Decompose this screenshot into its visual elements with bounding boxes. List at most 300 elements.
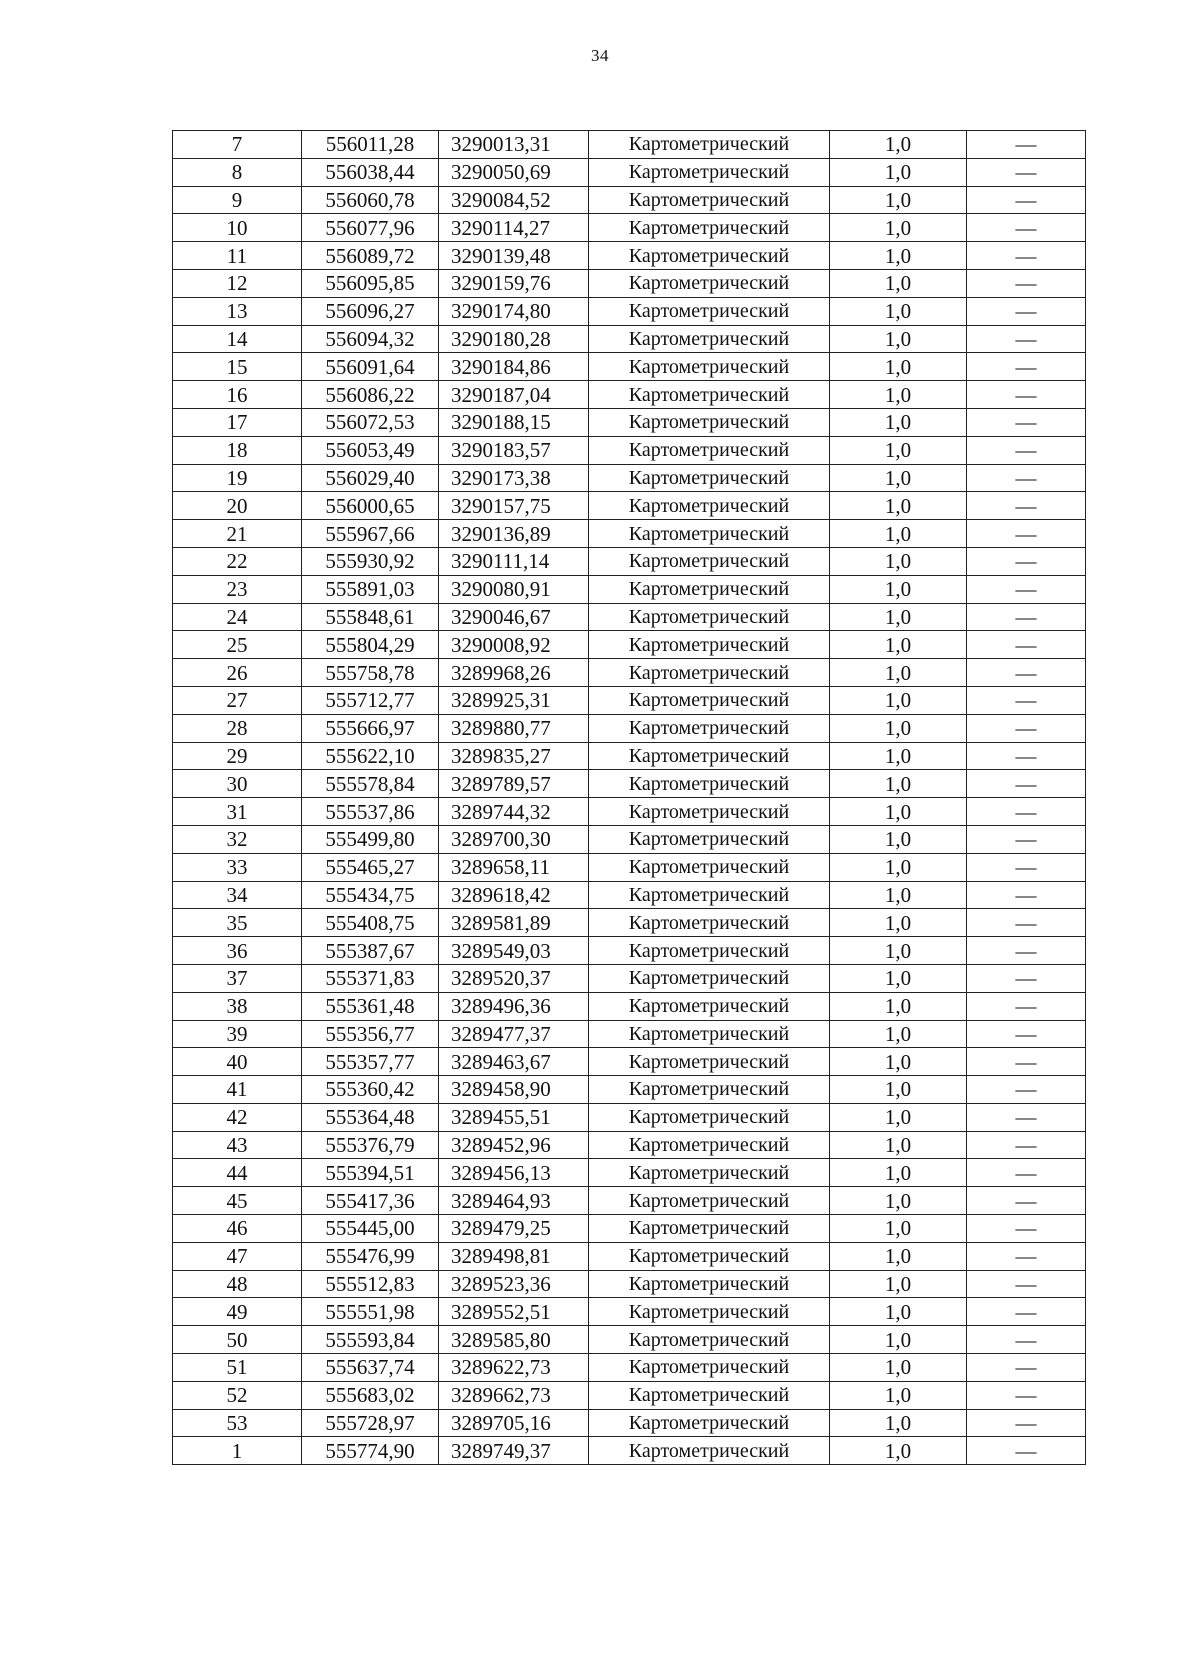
accuracy-cell: 1,0	[830, 325, 967, 353]
y-coordinate-cell: 3289622,73	[439, 1354, 589, 1382]
note-cell: —	[967, 1298, 1086, 1326]
note-cell: —	[967, 992, 1086, 1020]
point-number-cell: 22	[173, 547, 302, 575]
note-cell: —	[967, 1103, 1086, 1131]
y-coordinate-cell: 3290013,31	[439, 131, 589, 159]
table-row	[173, 353, 1086, 381]
point-number-cell: 50	[173, 1326, 302, 1354]
point-number-cell: 41	[173, 1076, 302, 1104]
accuracy-cell: 1,0	[830, 1103, 967, 1131]
accuracy-cell: 1,0	[830, 269, 967, 297]
y-coordinate-cell: 3290008,92	[439, 631, 589, 659]
table-row	[173, 798, 1086, 826]
accuracy-cell: 1,0	[830, 1131, 967, 1159]
accuracy-cell: 1,0	[830, 964, 967, 992]
point-number-cell: 26	[173, 659, 302, 687]
accuracy-cell: 1,0	[830, 1159, 967, 1187]
x-coordinate-cell: 556072,53	[302, 408, 439, 436]
method-cell: Картометрический	[589, 659, 830, 687]
table-row	[173, 158, 1086, 186]
x-coordinate-cell: 555387,67	[302, 937, 439, 965]
x-coordinate-cell: 556095,85	[302, 269, 439, 297]
y-coordinate-cell: 3290139,48	[439, 242, 589, 270]
method-cell: Картометрический	[589, 520, 830, 548]
y-coordinate-cell: 3290080,91	[439, 575, 589, 603]
accuracy-cell: 1,0	[830, 909, 967, 937]
table-row	[173, 131, 1086, 159]
method-cell: Картометрический	[589, 1298, 830, 1326]
accuracy-cell: 1,0	[830, 408, 967, 436]
table-row	[173, 631, 1086, 659]
point-number-cell: 47	[173, 1242, 302, 1270]
x-coordinate-cell: 555666,97	[302, 714, 439, 742]
accuracy-cell: 1,0	[830, 464, 967, 492]
method-cell: Картометрический	[589, 1131, 830, 1159]
accuracy-cell: 1,0	[830, 1270, 967, 1298]
note-cell: —	[967, 353, 1086, 381]
accuracy-cell: 1,0	[830, 214, 967, 242]
x-coordinate-cell: 556000,65	[302, 492, 439, 520]
method-cell: Картометрический	[589, 1326, 830, 1354]
method-cell: Картометрический	[589, 1020, 830, 1048]
accuracy-cell: 1,0	[830, 381, 967, 409]
accuracy-cell: 1,0	[830, 353, 967, 381]
accuracy-cell: 1,0	[830, 1048, 967, 1076]
note-cell: —	[967, 1242, 1086, 1270]
accuracy-cell: 1,0	[830, 186, 967, 214]
y-coordinate-cell: 3289749,37	[439, 1437, 589, 1465]
note-cell: —	[967, 881, 1086, 909]
y-coordinate-cell: 3289464,93	[439, 1187, 589, 1215]
y-coordinate-cell: 3289498,81	[439, 1242, 589, 1270]
note-cell: —	[967, 1270, 1086, 1298]
note-cell: —	[967, 381, 1086, 409]
point-number-cell: 34	[173, 881, 302, 909]
table-row	[173, 575, 1086, 603]
table-row	[173, 1242, 1086, 1270]
accuracy-cell: 1,0	[830, 1187, 967, 1215]
y-coordinate-cell: 3289618,42	[439, 881, 589, 909]
point-number-cell: 42	[173, 1103, 302, 1131]
table-row	[173, 909, 1086, 937]
y-coordinate-cell: 3289552,51	[439, 1298, 589, 1326]
method-cell: Картометрический	[589, 770, 830, 798]
table-row	[173, 964, 1086, 992]
note-cell: —	[967, 1187, 1086, 1215]
method-cell: Картометрический	[589, 631, 830, 659]
note-cell: —	[967, 436, 1086, 464]
y-coordinate-cell: 3289523,36	[439, 1270, 589, 1298]
point-number-cell: 40	[173, 1048, 302, 1076]
coordinates-table-body	[173, 131, 1086, 1465]
note-cell: —	[967, 909, 1086, 937]
method-cell: Картометрический	[589, 714, 830, 742]
accuracy-cell: 1,0	[830, 1409, 967, 1437]
x-coordinate-cell: 556077,96	[302, 214, 439, 242]
accuracy-cell: 1,0	[830, 131, 967, 159]
note-cell: —	[967, 242, 1086, 270]
x-coordinate-cell: 555848,61	[302, 603, 439, 631]
y-coordinate-cell: 3290184,86	[439, 353, 589, 381]
accuracy-cell: 1,0	[830, 1215, 967, 1243]
accuracy-cell: 1,0	[830, 575, 967, 603]
table-row	[173, 297, 1086, 325]
note-cell: —	[967, 131, 1086, 159]
table-row	[173, 242, 1086, 270]
method-cell: Картометрический	[589, 297, 830, 325]
note-cell: —	[967, 631, 1086, 659]
y-coordinate-cell: 3290187,04	[439, 381, 589, 409]
method-cell: Картометрический	[589, 575, 830, 603]
method-cell: Картометрический	[589, 1381, 830, 1409]
x-coordinate-cell: 555434,75	[302, 881, 439, 909]
y-coordinate-cell: 3289496,36	[439, 992, 589, 1020]
table-row	[173, 1381, 1086, 1409]
accuracy-cell: 1,0	[830, 436, 967, 464]
table-row	[173, 492, 1086, 520]
note-cell: —	[967, 742, 1086, 770]
accuracy-cell: 1,0	[830, 1326, 967, 1354]
point-number-cell: 30	[173, 770, 302, 798]
point-number-cell: 10	[173, 214, 302, 242]
x-coordinate-cell: 556091,64	[302, 353, 439, 381]
x-coordinate-cell: 555930,92	[302, 547, 439, 575]
note-cell: —	[967, 547, 1086, 575]
note-cell: —	[967, 1048, 1086, 1076]
method-cell: Картометрический	[589, 825, 830, 853]
y-coordinate-cell: 3289520,37	[439, 964, 589, 992]
point-number-cell: 16	[173, 381, 302, 409]
accuracy-cell: 1,0	[830, 1076, 967, 1104]
y-coordinate-cell: 3290114,27	[439, 214, 589, 242]
table-row	[173, 520, 1086, 548]
accuracy-cell: 1,0	[830, 603, 967, 631]
note-cell: —	[967, 1076, 1086, 1104]
point-number-cell: 43	[173, 1131, 302, 1159]
y-coordinate-cell: 3289700,30	[439, 825, 589, 853]
point-number-cell: 21	[173, 520, 302, 548]
x-coordinate-cell: 555712,77	[302, 686, 439, 714]
y-coordinate-cell: 3289968,26	[439, 659, 589, 687]
note-cell: —	[967, 1437, 1086, 1465]
accuracy-cell: 1,0	[830, 297, 967, 325]
y-coordinate-cell: 3290046,67	[439, 603, 589, 631]
table-row	[173, 853, 1086, 881]
note-cell: —	[967, 214, 1086, 242]
y-coordinate-cell: 3289744,32	[439, 798, 589, 826]
y-coordinate-cell: 3289458,90	[439, 1076, 589, 1104]
point-number-cell: 39	[173, 1020, 302, 1048]
y-coordinate-cell: 3289880,77	[439, 714, 589, 742]
point-number-cell: 48	[173, 1270, 302, 1298]
method-cell: Картометрический	[589, 131, 830, 159]
x-coordinate-cell: 555683,02	[302, 1381, 439, 1409]
table-row	[173, 881, 1086, 909]
y-coordinate-cell: 3289477,37	[439, 1020, 589, 1048]
note-cell: —	[967, 492, 1086, 520]
point-number-cell: 24	[173, 603, 302, 631]
x-coordinate-cell: 555593,84	[302, 1326, 439, 1354]
accuracy-cell: 1,0	[830, 714, 967, 742]
point-number-cell: 33	[173, 853, 302, 881]
y-coordinate-cell: 3289585,80	[439, 1326, 589, 1354]
y-coordinate-cell: 3289479,25	[439, 1215, 589, 1243]
accuracy-cell: 1,0	[830, 1020, 967, 1048]
method-cell: Картометрический	[589, 158, 830, 186]
accuracy-cell: 1,0	[830, 158, 967, 186]
table-row	[173, 686, 1086, 714]
accuracy-cell: 1,0	[830, 770, 967, 798]
x-coordinate-cell: 555465,27	[302, 853, 439, 881]
accuracy-cell: 1,0	[830, 1298, 967, 1326]
method-cell: Картометрический	[589, 937, 830, 965]
x-coordinate-cell: 555364,48	[302, 1103, 439, 1131]
accuracy-cell: 1,0	[830, 547, 967, 575]
accuracy-cell: 1,0	[830, 881, 967, 909]
point-number-cell: 12	[173, 269, 302, 297]
y-coordinate-cell: 3289662,73	[439, 1381, 589, 1409]
method-cell: Картометрический	[589, 992, 830, 1020]
note-cell: —	[967, 1020, 1086, 1048]
table-row	[173, 325, 1086, 353]
table-row	[173, 1409, 1086, 1437]
note-cell: —	[967, 1131, 1086, 1159]
table-row	[173, 1048, 1086, 1076]
point-number-cell: 49	[173, 1298, 302, 1326]
point-number-cell: 27	[173, 686, 302, 714]
point-number-cell: 9	[173, 186, 302, 214]
note-cell: —	[967, 325, 1086, 353]
point-number-cell: 35	[173, 909, 302, 937]
table-row	[173, 214, 1086, 242]
accuracy-cell: 1,0	[830, 520, 967, 548]
x-coordinate-cell: 555445,00	[302, 1215, 439, 1243]
accuracy-cell: 1,0	[830, 1437, 967, 1465]
x-coordinate-cell: 555512,83	[302, 1270, 439, 1298]
table-row	[173, 1103, 1086, 1131]
method-cell: Картометрический	[589, 909, 830, 937]
point-number-cell: 45	[173, 1187, 302, 1215]
point-number-cell: 17	[173, 408, 302, 436]
x-coordinate-cell: 555967,66	[302, 520, 439, 548]
note-cell: —	[967, 186, 1086, 214]
coordinates-table	[172, 130, 1086, 1465]
accuracy-cell: 1,0	[830, 242, 967, 270]
table-row	[173, 1131, 1086, 1159]
point-number-cell: 38	[173, 992, 302, 1020]
table-row	[173, 186, 1086, 214]
method-cell: Картометрический	[589, 1242, 830, 1270]
table-row	[173, 714, 1086, 742]
y-coordinate-cell: 3290111,14	[439, 547, 589, 575]
point-number-cell: 31	[173, 798, 302, 826]
y-coordinate-cell: 3290159,76	[439, 269, 589, 297]
x-coordinate-cell: 555537,86	[302, 798, 439, 826]
table-row	[173, 1298, 1086, 1326]
x-coordinate-cell: 555356,77	[302, 1020, 439, 1048]
accuracy-cell: 1,0	[830, 492, 967, 520]
method-cell: Картометрический	[589, 242, 830, 270]
y-coordinate-cell: 3289456,13	[439, 1159, 589, 1187]
x-coordinate-cell: 555637,74	[302, 1354, 439, 1382]
method-cell: Картометрический	[589, 964, 830, 992]
point-number-cell: 53	[173, 1409, 302, 1437]
y-coordinate-cell: 3289925,31	[439, 686, 589, 714]
method-cell: Картометрический	[589, 1048, 830, 1076]
x-coordinate-cell: 556029,40	[302, 464, 439, 492]
method-cell: Картометрический	[589, 686, 830, 714]
accuracy-cell: 1,0	[830, 1354, 967, 1382]
table-row	[173, 992, 1086, 1020]
point-number-cell: 52	[173, 1381, 302, 1409]
table-row	[173, 1437, 1086, 1465]
point-number-cell: 29	[173, 742, 302, 770]
x-coordinate-cell: 555394,51	[302, 1159, 439, 1187]
accuracy-cell: 1,0	[830, 1381, 967, 1409]
table-row	[173, 1326, 1086, 1354]
y-coordinate-cell: 3290136,89	[439, 520, 589, 548]
y-coordinate-cell: 3289581,89	[439, 909, 589, 937]
method-cell: Картометрический	[589, 381, 830, 409]
accuracy-cell: 1,0	[830, 937, 967, 965]
point-number-cell: 25	[173, 631, 302, 659]
method-cell: Картометрический	[589, 1103, 830, 1131]
method-cell: Картометрический	[589, 1437, 830, 1465]
y-coordinate-cell: 3290183,57	[439, 436, 589, 464]
method-cell: Картометрический	[589, 603, 830, 631]
table-row	[173, 1159, 1086, 1187]
point-number-cell: 18	[173, 436, 302, 464]
x-coordinate-cell: 555360,42	[302, 1076, 439, 1104]
method-cell: Картометрический	[589, 881, 830, 909]
point-number-cell: 19	[173, 464, 302, 492]
y-coordinate-cell: 3290188,15	[439, 408, 589, 436]
method-cell: Картометрический	[589, 492, 830, 520]
method-cell: Картометрический	[589, 1409, 830, 1437]
x-coordinate-cell: 556038,44	[302, 158, 439, 186]
method-cell: Картометрический	[589, 214, 830, 242]
table-row	[173, 436, 1086, 464]
accuracy-cell: 1,0	[830, 798, 967, 826]
table-row	[173, 659, 1086, 687]
method-cell: Картометрический	[589, 1076, 830, 1104]
accuracy-cell: 1,0	[830, 631, 967, 659]
method-cell: Картометрический	[589, 408, 830, 436]
method-cell: Картометрический	[589, 436, 830, 464]
point-number-cell: 13	[173, 297, 302, 325]
x-coordinate-cell: 555499,80	[302, 825, 439, 853]
note-cell: —	[967, 1326, 1086, 1354]
note-cell: —	[967, 770, 1086, 798]
note-cell: —	[967, 714, 1086, 742]
accuracy-cell: 1,0	[830, 853, 967, 881]
note-cell: —	[967, 853, 1086, 881]
note-cell: —	[967, 408, 1086, 436]
y-coordinate-cell: 3290084,52	[439, 186, 589, 214]
y-coordinate-cell: 3289452,96	[439, 1131, 589, 1159]
x-coordinate-cell: 555376,79	[302, 1131, 439, 1159]
x-coordinate-cell: 556086,22	[302, 381, 439, 409]
x-coordinate-cell: 556060,78	[302, 186, 439, 214]
table-row	[173, 464, 1086, 492]
method-cell: Картометрический	[589, 269, 830, 297]
x-coordinate-cell: 555804,29	[302, 631, 439, 659]
x-coordinate-cell: 555361,48	[302, 992, 439, 1020]
method-cell: Картометрический	[589, 1159, 830, 1187]
y-coordinate-cell: 3290180,28	[439, 325, 589, 353]
y-coordinate-cell: 3289658,11	[439, 853, 589, 881]
x-coordinate-cell: 556089,72	[302, 242, 439, 270]
x-coordinate-cell: 555774,90	[302, 1437, 439, 1465]
point-number-cell: 46	[173, 1215, 302, 1243]
y-coordinate-cell: 3290173,38	[439, 464, 589, 492]
x-coordinate-cell: 555357,77	[302, 1048, 439, 1076]
x-coordinate-cell: 555371,83	[302, 964, 439, 992]
point-number-cell: 23	[173, 575, 302, 603]
note-cell: —	[967, 464, 1086, 492]
method-cell: Картометрический	[589, 186, 830, 214]
y-coordinate-cell: 3289455,51	[439, 1103, 589, 1131]
note-cell: —	[967, 964, 1086, 992]
table-row	[173, 408, 1086, 436]
x-coordinate-cell: 555417,36	[302, 1187, 439, 1215]
table-row	[173, 1270, 1086, 1298]
point-number-cell: 37	[173, 964, 302, 992]
method-cell: Картометрический	[589, 547, 830, 575]
note-cell: —	[967, 686, 1086, 714]
x-coordinate-cell: 555728,97	[302, 1409, 439, 1437]
accuracy-cell: 1,0	[830, 742, 967, 770]
note-cell: —	[967, 798, 1086, 826]
note-cell: —	[967, 825, 1086, 853]
table-row	[173, 547, 1086, 575]
accuracy-cell: 1,0	[830, 659, 967, 687]
note-cell: —	[967, 1381, 1086, 1409]
table-row	[173, 603, 1086, 631]
note-cell: —	[967, 937, 1086, 965]
table-row	[173, 1020, 1086, 1048]
x-coordinate-cell: 555578,84	[302, 770, 439, 798]
table-row	[173, 269, 1086, 297]
y-coordinate-cell: 3289835,27	[439, 742, 589, 770]
table-row	[173, 937, 1086, 965]
x-coordinate-cell: 555551,98	[302, 1298, 439, 1326]
x-coordinate-cell: 556011,28	[302, 131, 439, 159]
accuracy-cell: 1,0	[830, 1242, 967, 1270]
y-coordinate-cell: 3290050,69	[439, 158, 589, 186]
point-number-cell: 28	[173, 714, 302, 742]
table-row	[173, 1215, 1086, 1243]
point-number-cell: 32	[173, 825, 302, 853]
y-coordinate-cell: 3289463,67	[439, 1048, 589, 1076]
x-coordinate-cell: 556094,32	[302, 325, 439, 353]
method-cell: Картометрический	[589, 1270, 830, 1298]
point-number-cell: 14	[173, 325, 302, 353]
y-coordinate-cell: 3290157,75	[439, 492, 589, 520]
note-cell: —	[967, 659, 1086, 687]
point-number-cell: 1	[173, 1437, 302, 1465]
point-number-cell: 8	[173, 158, 302, 186]
x-coordinate-cell: 556053,49	[302, 436, 439, 464]
point-number-cell: 11	[173, 242, 302, 270]
note-cell: —	[967, 575, 1086, 603]
note-cell: —	[967, 1215, 1086, 1243]
table-row	[173, 1187, 1086, 1215]
x-coordinate-cell: 555408,75	[302, 909, 439, 937]
note-cell: —	[967, 1354, 1086, 1382]
note-cell: —	[967, 269, 1086, 297]
note-cell: —	[967, 297, 1086, 325]
